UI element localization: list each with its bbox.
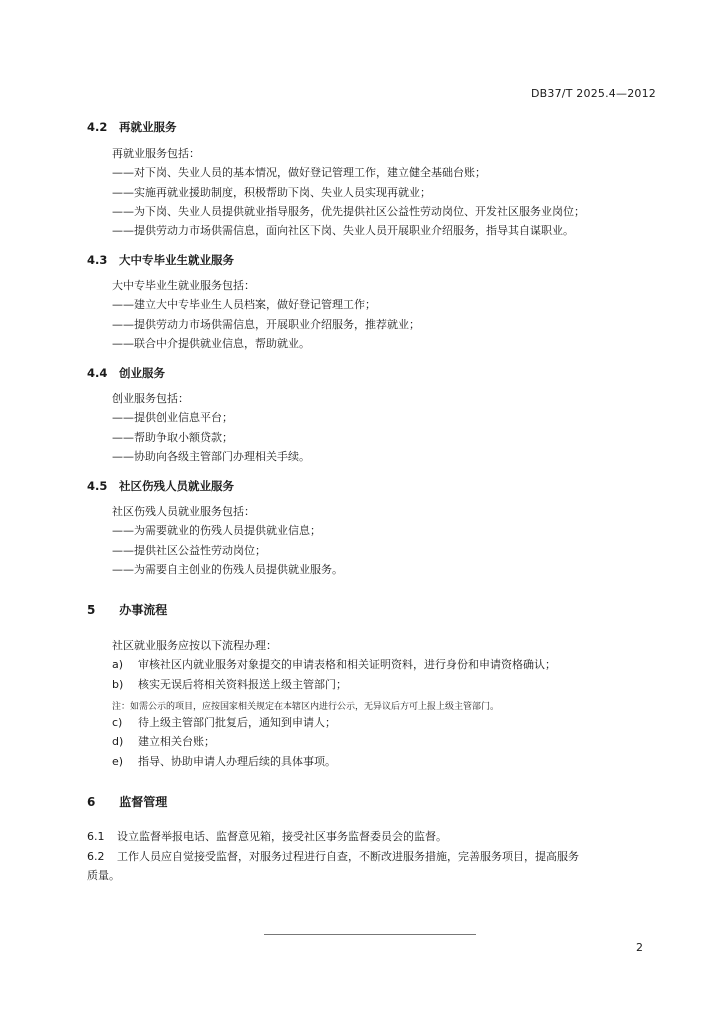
list-item: ——为下岗、失业人员提供就业指导服务，优先提供社区公益性劳动岗位、开发社区服务业岗位； — [112, 205, 585, 218]
section-heading-5 — [87, 601, 167, 618]
clause-text: 工作人员应自觉接受监督，对服务过程进行自查，不断改进服务措施，完善服务项目，提高服务 — [117, 850, 579, 863]
note-text: 注：如需公示的项目，应按国家相关规定在本辖区内进行公示，无异议后方可上报上级主管部门。 — [112, 702, 500, 712]
section-number: 6 — [87, 795, 96, 809]
section-number: 4.2 — [87, 120, 108, 134]
section-number: 4.5 — [87, 479, 108, 493]
list-item: ——提供劳动力市场供需信息，面向社区下岗、失业人员开展职业介绍服务，指导其自谋职业。 — [112, 224, 574, 237]
clause-6-2-continuation: 质量。 — [87, 869, 120, 882]
procedure-step-a — [112, 658, 556, 672]
list-item: ——协助向各级主管部门办理相关手续。 — [112, 450, 310, 463]
section-intro: 社区就业服务应按以下流程办理： — [112, 639, 277, 652]
procedure-step-b — [112, 678, 347, 692]
section-heading-6 — [87, 793, 167, 810]
step-text: 指导、协助申请人办理后续的具体事项。 — [138, 755, 336, 768]
step-label: c) — [112, 716, 123, 729]
section-number: 4.3 — [87, 253, 108, 267]
section-heading-4-3 — [87, 252, 234, 268]
list-item: ——为需要就业的伤残人员提供就业信息； — [112, 524, 321, 537]
list-item: ——实施再就业援助制度，积极帮助下岗、失业人员实现再就业； — [112, 186, 431, 199]
list-item: ——建立大中专毕业生人员档案，做好登记管理工作； — [112, 298, 376, 311]
clause-6-2 — [87, 850, 579, 864]
list-item: ——提供社区公益性劳动岗位； — [112, 544, 266, 557]
section-intro: 大中专毕业生就业服务包括： — [112, 279, 255, 292]
section-intro: 再就业服务包括： — [112, 147, 200, 160]
section-number: 4.4 — [87, 366, 108, 380]
section-title: 大中专毕业生就业服务 — [119, 253, 235, 267]
section-heading-4-5 — [87, 478, 234, 494]
step-text: 核实无误后将相关资料报送上级主管部门； — [138, 678, 347, 691]
page-number: 2 — [636, 941, 643, 954]
document-code: DB37/T 2025.4—2012 — [530, 87, 656, 100]
footer-divider — [264, 934, 476, 935]
procedure-step-d — [112, 735, 215, 749]
list-item: ——提供创业信息平台； — [112, 411, 233, 424]
clause-6-1 — [87, 830, 447, 844]
step-label: b) — [112, 678, 124, 691]
section-title: 再就业服务 — [119, 120, 177, 134]
step-label: d) — [112, 735, 124, 748]
list-item: ——为需要自主创业的伤残人员提供就业服务。 — [112, 563, 343, 576]
section-title: 创业服务 — [119, 366, 166, 380]
list-item: ——联合中介提供就业信息，帮助就业。 — [112, 337, 310, 350]
step-text: 待上级主管部门批复后，通知到申请人； — [138, 716, 336, 729]
step-label: e) — [112, 755, 124, 768]
section-heading-4-4 — [87, 365, 165, 381]
section-number: 5 — [87, 603, 96, 617]
clause-number: 6.2 — [87, 850, 105, 863]
procedure-step-c — [112, 716, 336, 730]
section-heading-4-2 — [87, 119, 177, 135]
list-item: ——对下岗、失业人员的基本情况，做好登记管理工作，建立健全基础台账； — [112, 166, 486, 179]
step-label: a) — [112, 658, 124, 671]
list-item: ——帮助争取小额贷款； — [112, 431, 233, 444]
step-text: 审核社区内就业服务对象提交的申请表格和相关证明资料，进行身份和申请资格确认； — [138, 658, 556, 671]
procedure-step-e — [112, 755, 336, 769]
section-title: 办事流程 — [119, 603, 168, 617]
clause-text: 设立监督举报电话、监督意见箱，接受社区事务监督委员会的监督。 — [117, 830, 447, 843]
step-text: 建立相关台账； — [138, 735, 215, 748]
section-title: 社区伤残人员就业服务 — [119, 479, 235, 493]
list-item: ——提供劳动力市场供需信息，开展职业介绍服务，推荐就业； — [112, 318, 420, 331]
section-title: 监督管理 — [119, 795, 168, 809]
section-intro: 社区伤残人员就业服务包括： — [112, 505, 255, 518]
section-intro: 创业服务包括： — [112, 392, 189, 405]
clause-number: 6.1 — [87, 830, 105, 843]
